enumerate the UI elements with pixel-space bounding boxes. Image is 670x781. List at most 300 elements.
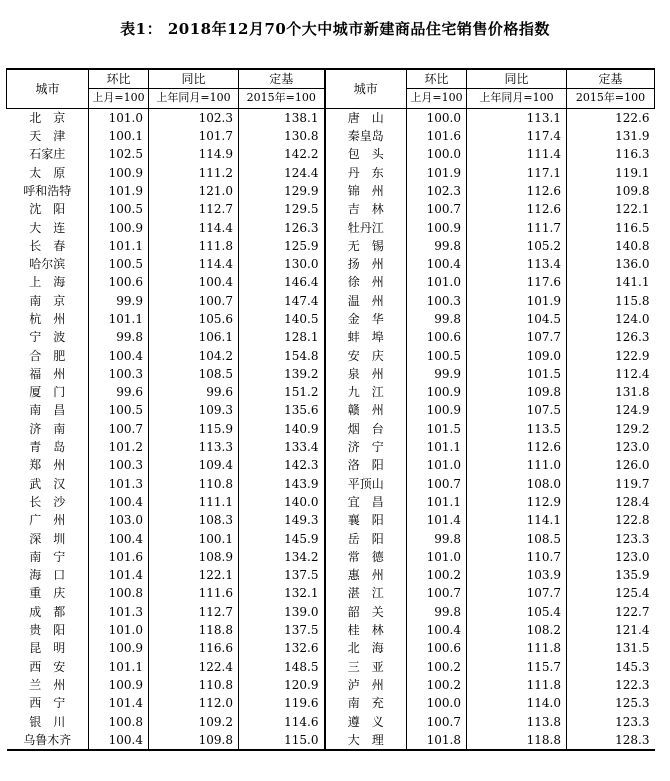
- base-value-cell: 145.3: [567, 658, 655, 676]
- mom-value-cell: 100.0: [407, 145, 467, 163]
- base-value-cell: 112.4: [567, 365, 655, 383]
- base-value-cell: 115.0: [239, 731, 325, 750]
- base-value-cell: 154.8: [239, 346, 325, 364]
- yoy-value-cell: 121.0: [149, 182, 239, 200]
- yoy-value-cell: 114.4: [149, 218, 239, 236]
- mom-value-cell: 100.9: [407, 401, 467, 419]
- mom-value-cell: 100.5: [407, 346, 467, 364]
- base-value-cell: 119.1: [567, 163, 655, 181]
- yoy-value-cell: 107.7: [467, 584, 567, 602]
- city-name-cell: 昆 明: [29, 641, 66, 656]
- base-value-cell: 137.5: [239, 621, 325, 639]
- yoy-value-cell: 101.5: [467, 365, 567, 383]
- table-row: [7, 218, 655, 236]
- table-row: [7, 438, 655, 456]
- city-name-cell: 泸 州: [325, 676, 407, 694]
- mom-value-cell: 100.2: [407, 676, 467, 694]
- mom-value-cell: 100.2: [407, 566, 467, 584]
- mom-value-cell: 100.4: [89, 493, 149, 511]
- yoy-value-cell: 114.1: [467, 511, 567, 529]
- mom-value-cell: 100.3: [407, 292, 467, 310]
- base-value-cell: 147.4: [239, 292, 325, 310]
- base-value-cell: 123.3: [567, 529, 655, 547]
- city-name-cell: 大 理: [325, 731, 407, 750]
- base-value-cell: 146.4: [239, 273, 325, 291]
- table-row: [7, 273, 655, 291]
- mom-value-cell: 101.6: [89, 548, 149, 566]
- city-name-cell: 西 宁: [29, 696, 66, 711]
- city-name-cell: 徐 州: [325, 273, 407, 291]
- table-row: [7, 676, 655, 694]
- city-name-cell: 惠 州: [325, 566, 407, 584]
- city-name-cell: 重 庆: [29, 586, 66, 601]
- base-value-cell: 132.1: [239, 584, 325, 602]
- city-name-cell: 南 宁: [29, 549, 66, 564]
- mom-value-cell: 101.0: [89, 108, 149, 127]
- base-value-cell: 149.3: [239, 511, 325, 529]
- city-name-cell: 杭 州: [29, 312, 66, 326]
- mom-value-cell: 100.1: [89, 127, 149, 145]
- city-name-cell: 南 昌: [29, 403, 66, 418]
- yoy-value-cell: 113.4: [467, 255, 567, 273]
- mom-value-cell: 100.9: [89, 163, 149, 181]
- city-name-cell: 厦 门: [29, 385, 66, 400]
- table-row: [7, 163, 655, 181]
- mom-value-cell: 101.4: [89, 566, 149, 584]
- yoy-value-cell: 118.8: [467, 731, 567, 750]
- header-base: 定基: [239, 69, 325, 89]
- mom-value-cell: 100.2: [407, 658, 467, 676]
- yoy-value-cell: 109.8: [149, 731, 239, 750]
- base-value-cell: 122.1: [567, 200, 655, 218]
- city-name-cell: 天 津: [29, 129, 66, 144]
- city-name-cell: 济 宁: [325, 438, 407, 456]
- base-value-cell: 125.3: [567, 694, 655, 712]
- city-name-cell: 蚌 埠: [325, 328, 407, 346]
- table-row: [7, 237, 655, 255]
- mom-value-cell: 101.1: [89, 658, 149, 676]
- mom-value-cell: 100.3: [89, 456, 149, 474]
- header-mom: 环比: [89, 69, 149, 89]
- city-name-cell: 成 都: [29, 604, 66, 619]
- base-value-cell: 128.3: [567, 731, 655, 750]
- yoy-value-cell: 107.5: [467, 401, 567, 419]
- base-value-cell: 134.2: [239, 548, 325, 566]
- yoy-value-cell: 112.7: [149, 603, 239, 621]
- base-value-cell: 121.4: [567, 621, 655, 639]
- base-value-cell: 124.9: [567, 401, 655, 419]
- table-row: [7, 182, 655, 200]
- base-value-cell: 141.1: [567, 273, 655, 291]
- city-name-cell: 包 头: [325, 145, 407, 163]
- yoy-value-cell: 113.1: [467, 108, 567, 127]
- city-name-cell: 哈尔滨: [29, 257, 66, 272]
- table-row: [7, 603, 655, 621]
- mom-value-cell: 99.9: [89, 292, 149, 310]
- yoy-value-cell: 113.8: [467, 712, 567, 730]
- table-row: [7, 731, 655, 750]
- city-name-cell: 宜 昌: [325, 493, 407, 511]
- header-yoy: 同比: [149, 69, 239, 89]
- header-yoy: 同比: [467, 69, 567, 89]
- yoy-value-cell: 108.2: [467, 621, 567, 639]
- base-value-cell: 135.6: [239, 401, 325, 419]
- base-value-cell: 116.3: [567, 145, 655, 163]
- base-value-cell: 122.8: [567, 511, 655, 529]
- mom-value-cell: 101.2: [89, 438, 149, 456]
- yoy-value-cell: 111.8: [467, 639, 567, 657]
- city-name-cell: 乌鲁木齐: [7, 731, 89, 750]
- city-name-cell: 沈 阳: [29, 202, 66, 217]
- yoy-value-cell: 105.4: [467, 603, 567, 621]
- yoy-value-cell: 113.5: [467, 420, 567, 438]
- yoy-value-cell: 100.1: [149, 529, 239, 547]
- table-row: [7, 639, 655, 657]
- mom-value-cell: 101.9: [407, 163, 467, 181]
- yoy-value-cell: 102.3: [149, 108, 239, 127]
- mom-value-cell: 99.6: [89, 383, 149, 401]
- base-value-cell: 124.0: [567, 310, 655, 328]
- base-value-cell: 131.5: [567, 639, 655, 657]
- yoy-value-cell: 122.4: [149, 658, 239, 676]
- table-row: [7, 310, 655, 328]
- city-name-cell: 平顶山: [325, 475, 407, 493]
- base-value-cell: 125.9: [239, 237, 325, 255]
- header-city: 城市: [325, 69, 407, 108]
- city-name-cell: 南 京: [29, 293, 66, 308]
- table-row: [7, 383, 655, 401]
- base-value-cell: 126.3: [567, 328, 655, 346]
- base-value-cell: 122.7: [567, 603, 655, 621]
- base-value-cell: 132.6: [239, 639, 325, 657]
- city-name-cell: 兰 州: [29, 677, 66, 692]
- mom-value-cell: 101.8: [407, 731, 467, 750]
- mom-value-cell: 101.0: [407, 456, 467, 474]
- mom-value-cell: 101.0: [407, 273, 467, 291]
- city-name-cell: 太 原: [29, 165, 66, 180]
- mom-value-cell: 100.5: [89, 200, 149, 218]
- yoy-value-cell: 104.2: [149, 346, 239, 364]
- table-row: [7, 475, 655, 493]
- base-value-cell: 119.6: [239, 694, 325, 712]
- table-row: [7, 566, 655, 584]
- city-name-cell: 贵 阳: [29, 623, 66, 638]
- mom-value-cell: 100.0: [407, 108, 467, 127]
- base-value-cell: 109.8: [567, 182, 655, 200]
- base-value-cell: 131.8: [567, 383, 655, 401]
- yoy-value-cell: 108.9: [149, 548, 239, 566]
- city-name-cell: 湛 江: [325, 584, 407, 602]
- city-name-cell: 福 州: [29, 366, 66, 381]
- city-name-cell: 安 庆: [325, 346, 407, 364]
- mom-value-cell: 99.8: [407, 310, 467, 328]
- yoy-value-cell: 109.2: [149, 712, 239, 730]
- header-base: 定基: [567, 69, 655, 89]
- yoy-value-cell: 100.7: [149, 292, 239, 310]
- table-row: [7, 621, 655, 639]
- base-value-cell: 123.3: [567, 712, 655, 730]
- base-value-cell: 126.3: [239, 218, 325, 236]
- mom-value-cell: 101.1: [407, 493, 467, 511]
- base-value-cell: 114.6: [239, 712, 325, 730]
- yoy-value-cell: 111.1: [149, 493, 239, 511]
- yoy-value-cell: 101.7: [149, 127, 239, 145]
- city-name-cell: 九 江: [325, 383, 407, 401]
- table-row: [7, 511, 655, 529]
- base-value-cell: 139.2: [239, 365, 325, 383]
- yoy-value-cell: 108.5: [149, 365, 239, 383]
- mom-value-cell: 101.6: [407, 127, 467, 145]
- city-name-cell: 常 德: [325, 548, 407, 566]
- base-value-cell: 128.4: [567, 493, 655, 511]
- city-name-cell: 泉 州: [325, 365, 407, 383]
- table-row: [7, 658, 655, 676]
- mom-value-cell: 102.3: [407, 182, 467, 200]
- yoy-value-cell: 111.6: [149, 584, 239, 602]
- city-name-cell: 牡丹江: [325, 218, 407, 236]
- table-title: 表1： 2018年12月70个大中城市新建商品住宅销售价格指数: [120, 20, 550, 38]
- base-value-cell: 123.0: [567, 548, 655, 566]
- yoy-value-cell: 100.4: [149, 273, 239, 291]
- city-name-cell: 无 锡: [325, 237, 407, 255]
- mom-value-cell: 100.7: [89, 420, 149, 438]
- mom-value-cell: 101.4: [89, 694, 149, 712]
- table-row: [7, 401, 655, 419]
- base-value-cell: 131.9: [567, 127, 655, 145]
- base-value-cell: 122.3: [567, 676, 655, 694]
- base-value-cell: 130.8: [239, 127, 325, 145]
- base-value-cell: 151.2: [239, 383, 325, 401]
- mom-value-cell: 100.7: [407, 200, 467, 218]
- city-name-cell: 锦 州: [325, 182, 407, 200]
- base-value-cell: 140.0: [239, 493, 325, 511]
- subheader-yoy: 上年同月=100: [467, 89, 567, 108]
- header-row: [7, 69, 655, 89]
- yoy-value-cell: 108.5: [467, 529, 567, 547]
- base-value-cell: 122.9: [567, 346, 655, 364]
- base-value-cell: 129.5: [239, 200, 325, 218]
- mom-value-cell: 100.4: [407, 621, 467, 639]
- yoy-value-cell: 108.0: [467, 475, 567, 493]
- price-index-table: [6, 68, 655, 751]
- yoy-value-cell: 112.7: [149, 200, 239, 218]
- subheader-base: 2015年=100: [239, 89, 325, 108]
- mom-value-cell: 100.3: [89, 365, 149, 383]
- yoy-value-cell: 122.1: [149, 566, 239, 584]
- mom-value-cell: 100.7: [407, 475, 467, 493]
- yoy-value-cell: 107.7: [467, 328, 567, 346]
- table-row: [7, 365, 655, 383]
- mom-value-cell: 103.0: [89, 511, 149, 529]
- city-name-cell: 宁 波: [29, 330, 66, 345]
- base-value-cell: 119.7: [567, 475, 655, 493]
- mom-value-cell: 100.9: [407, 383, 467, 401]
- city-name-cell: 武 汉: [29, 476, 66, 491]
- city-name-cell: 长 春: [29, 238, 66, 253]
- table-row: [7, 712, 655, 730]
- yoy-value-cell: 105.6: [149, 310, 239, 328]
- header-city: 城市: [7, 69, 89, 108]
- mom-value-cell: 100.7: [407, 584, 467, 602]
- yoy-value-cell: 114.9: [149, 145, 239, 163]
- yoy-value-cell: 111.8: [149, 237, 239, 255]
- table-row: [7, 108, 655, 127]
- city-name-cell: 岳 阳: [325, 529, 407, 547]
- yoy-value-cell: 112.6: [467, 200, 567, 218]
- city-name-cell: 济 南: [29, 421, 66, 436]
- table-row: [7, 456, 655, 474]
- yoy-value-cell: 112.6: [467, 438, 567, 456]
- base-value-cell: 115.8: [567, 292, 655, 310]
- yoy-value-cell: 101.9: [467, 292, 567, 310]
- mom-value-cell: 101.5: [407, 420, 467, 438]
- subheader-base: 2015年=100: [567, 89, 655, 108]
- yoy-value-cell: 111.0: [467, 456, 567, 474]
- base-value-cell: 136.0: [567, 255, 655, 273]
- mom-value-cell: 101.3: [89, 603, 149, 621]
- mom-value-cell: 99.8: [89, 328, 149, 346]
- mom-value-cell: 100.6: [407, 639, 467, 657]
- city-name-cell: 长 沙: [29, 494, 66, 509]
- mom-value-cell: 100.6: [407, 328, 467, 346]
- table-row: [7, 420, 655, 438]
- mom-value-cell: 101.0: [89, 621, 149, 639]
- yoy-value-cell: 109.3: [149, 401, 239, 419]
- yoy-value-cell: 115.9: [149, 420, 239, 438]
- table-row: [7, 346, 655, 364]
- mom-value-cell: 100.0: [407, 694, 467, 712]
- yoy-value-cell: 112.0: [149, 694, 239, 712]
- yoy-value-cell: 114.0: [467, 694, 567, 712]
- base-value-cell: 129.9: [239, 182, 325, 200]
- mom-value-cell: 99.8: [407, 237, 467, 255]
- city-name-cell: 大 连: [29, 220, 66, 235]
- header-mom: 环比: [407, 69, 467, 89]
- base-value-cell: 142.3: [239, 456, 325, 474]
- base-value-cell: 139.0: [239, 603, 325, 621]
- yoy-value-cell: 109.8: [467, 383, 567, 401]
- mom-value-cell: 101.0: [407, 548, 467, 566]
- mom-value-cell: 101.1: [89, 310, 149, 328]
- yoy-value-cell: 109.0: [467, 346, 567, 364]
- subheader-mom: 上月=100: [407, 89, 467, 108]
- mom-value-cell: 100.4: [89, 346, 149, 364]
- subheader-mom: 上月=100: [89, 89, 149, 108]
- base-value-cell: 130.0: [239, 255, 325, 273]
- base-value-cell: 138.1: [239, 108, 325, 127]
- yoy-value-cell: 112.6: [467, 182, 567, 200]
- base-value-cell: 125.4: [567, 584, 655, 602]
- base-value-cell: 143.9: [239, 475, 325, 493]
- table-row: [7, 548, 655, 566]
- yoy-value-cell: 110.7: [467, 548, 567, 566]
- yoy-value-cell: 118.8: [149, 621, 239, 639]
- city-name-cell: 桂 林: [325, 621, 407, 639]
- mom-value-cell: 100.4: [89, 731, 149, 750]
- yoy-value-cell: 111.7: [467, 218, 567, 236]
- city-name-cell: 深 圳: [29, 531, 66, 546]
- base-value-cell: 135.9: [567, 566, 655, 584]
- yoy-value-cell: 109.4: [149, 456, 239, 474]
- base-value-cell: 124.4: [239, 163, 325, 181]
- city-name-cell: 金 华: [325, 310, 407, 328]
- base-value-cell: 128.1: [239, 328, 325, 346]
- yoy-value-cell: 111.8: [467, 676, 567, 694]
- city-name-cell: 唐 山: [325, 108, 407, 127]
- yoy-value-cell: 111.2: [149, 163, 239, 181]
- table-row: [7, 694, 655, 712]
- yoy-value-cell: 117.1: [467, 163, 567, 181]
- table-row: [7, 255, 655, 273]
- mom-value-cell: 99.8: [407, 603, 467, 621]
- table-row: [7, 292, 655, 310]
- city-name-cell: 广 州: [29, 513, 66, 528]
- city-name-cell: 赣 州: [325, 401, 407, 419]
- base-value-cell: 140.9: [239, 420, 325, 438]
- mom-value-cell: 101.1: [407, 438, 467, 456]
- table-row: [7, 127, 655, 145]
- mom-value-cell: 100.9: [89, 676, 149, 694]
- mom-value-cell: 100.5: [89, 255, 149, 273]
- yoy-value-cell: 111.4: [467, 145, 567, 163]
- yoy-value-cell: 104.5: [467, 310, 567, 328]
- city-name-cell: 北 海: [325, 639, 407, 657]
- city-name-cell: 秦皇岛: [325, 127, 407, 145]
- yoy-value-cell: 110.8: [149, 475, 239, 493]
- base-value-cell: 123.0: [567, 438, 655, 456]
- mom-value-cell: 101.3: [89, 475, 149, 493]
- yoy-value-cell: 110.8: [149, 676, 239, 694]
- yoy-value-cell: 116.6: [149, 639, 239, 657]
- base-value-cell: 148.5: [239, 658, 325, 676]
- mom-value-cell: 100.6: [89, 273, 149, 291]
- city-name-cell: 南 充: [325, 694, 407, 712]
- city-name-cell: 烟 台: [325, 420, 407, 438]
- yoy-value-cell: 114.4: [149, 255, 239, 273]
- yoy-value-cell: 99.6: [149, 383, 239, 401]
- mom-value-cell: 101.1: [89, 237, 149, 255]
- city-name-cell: 韶 关: [325, 603, 407, 621]
- base-value-cell: 137.5: [239, 566, 325, 584]
- base-value-cell: 140.8: [567, 237, 655, 255]
- mom-value-cell: 99.8: [407, 529, 467, 547]
- base-value-cell: 145.9: [239, 529, 325, 547]
- mom-value-cell: 100.9: [407, 218, 467, 236]
- mom-value-cell: 100.4: [89, 529, 149, 547]
- city-name-cell: 扬 州: [325, 255, 407, 273]
- yoy-value-cell: 108.3: [149, 511, 239, 529]
- mom-value-cell: 100.9: [89, 639, 149, 657]
- table-row: [7, 145, 655, 163]
- subheader-yoy: 上年同月=100: [149, 89, 239, 108]
- base-value-cell: 126.0: [567, 456, 655, 474]
- yoy-value-cell: 117.6: [467, 273, 567, 291]
- yoy-value-cell: 105.2: [467, 237, 567, 255]
- city-name-cell: 青 岛: [29, 440, 66, 455]
- yoy-value-cell: 117.4: [467, 127, 567, 145]
- mom-value-cell: 101.9: [89, 182, 149, 200]
- city-name-cell: 西 安: [29, 659, 66, 674]
- city-name-cell: 呼和浩特: [23, 183, 72, 198]
- city-name-cell: 北 京: [29, 110, 66, 125]
- city-name-cell: 海 口: [29, 568, 66, 583]
- base-value-cell: 142.2: [239, 145, 325, 163]
- city-name-cell: 合 肥: [29, 348, 66, 363]
- city-name-cell: 丹 东: [325, 163, 407, 181]
- yoy-value-cell: 112.9: [467, 493, 567, 511]
- mom-value-cell: 100.8: [89, 584, 149, 602]
- base-value-cell: 122.6: [567, 108, 655, 127]
